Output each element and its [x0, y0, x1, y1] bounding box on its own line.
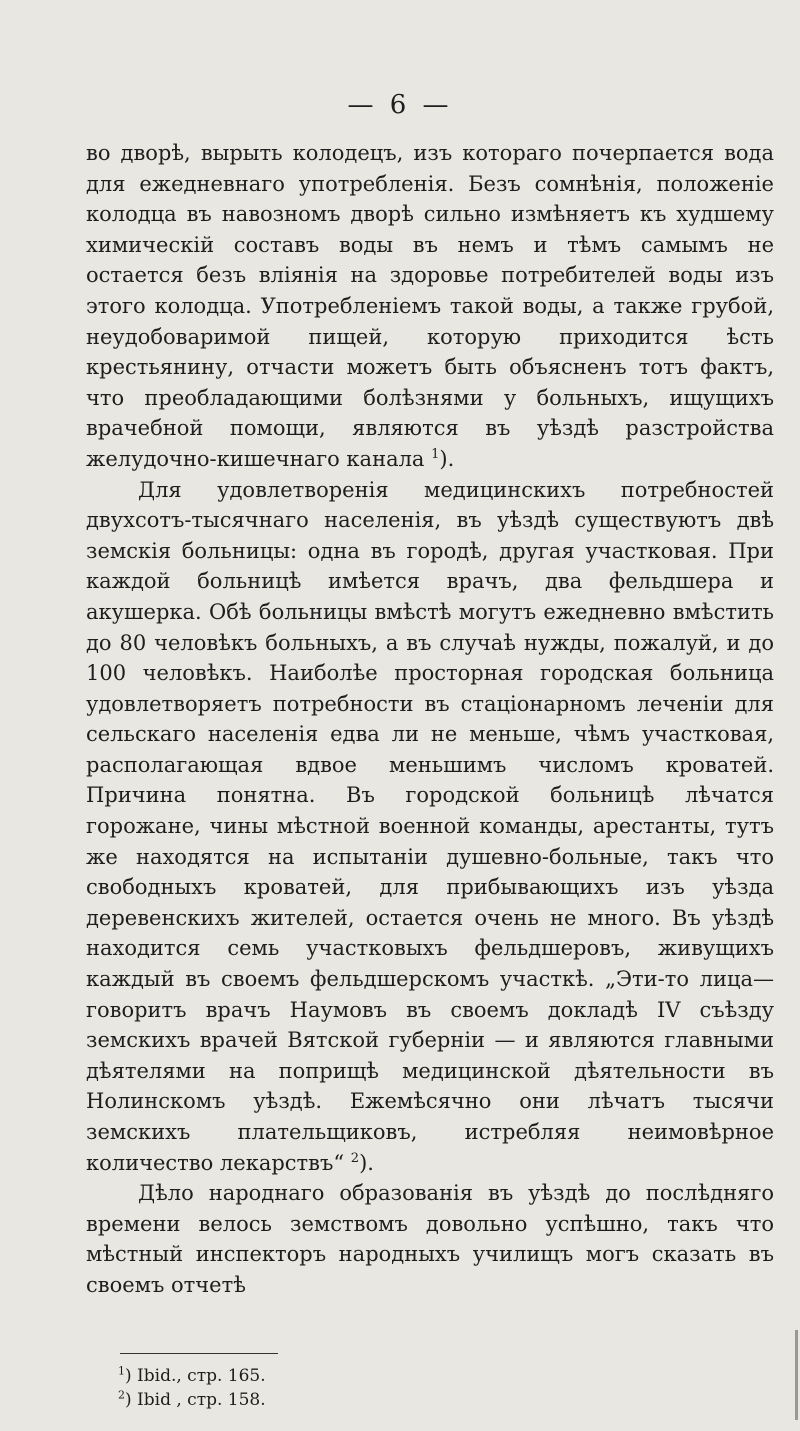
- paragraph-tail: .: [447, 446, 455, 471]
- footnote-mark: 2: [118, 1388, 125, 1402]
- footnote-text: Ibid , стр. 158.: [137, 1390, 266, 1410]
- page-edge-shadow: [795, 1330, 798, 1420]
- body-text: [86, 138, 774, 1301]
- page-number: — 6 —: [347, 90, 453, 120]
- paragraph: во дворѣ, вырыть колодецъ, изъ котораго почерпается вода для ежедневнаго употребленія. Безъ сомнѣнія, положеніе колодца въ навозномъ дворѣ сильно измѣняетъ къ худшему химическій составъ воды въ немъ и тѣмъ самымъ не остается безъ вліянія на здоровье потребителей воды изъ этого колодца. Употребленіемъ такой воды, а также грубой, неудобоваримой пищей, которую приходится ѣсть крестьянину, отчасти можетъ быть объясненъ тотъ фактъ, что преобладающими болѣзнями у больныхъ, ищущихъ врачебной помощи, являются въ уѣздѣ разстройства желудочно-кишечнаго канала $^1$).: [86, 141, 774, 471]
- footnote-ref: 1: [431, 446, 440, 462]
- paragraph: Для удовлетворенія медицинскихъ потребностей двухсотъ-тысячнаго населенія, въ уѣздѣ существуютъ двѣ земскія больницы: одна въ городѣ, другая участковая. При каждой больницѣ имѣется врачъ, два фельдшера и акушерка. Обѣ больницы вмѣстѣ могутъ ежедневно вмѣстить до 80 человѣкъ больныхъ, а въ случаѣ нужды, пожалуй, и до 100 человѣкъ. Наиболѣе просторная городская больница удовлетворяетъ потребности въ стаціонарномъ леченіи для сельскаго населенія едва ли не меньше, чѣмъ участковая, располагающая вдвое меньшимъ числомъ кроватей. Причина понятна. Въ городской больницѣ лѣчатся горожане, чины мѣстной военной команды, арестанты, тутъ же находятся на испытаніи душевно-больные, такъ что свободныхъ кроватей, для прибывающихъ изъ уѣзда деревенскихъ жителей, остается очень не много. Въ уѣздѣ находится семь участковыхъ фельдшеровъ, живущихъ каждый въ своемъ фельдшерскомъ участкѣ. „Эти-то лица—говоритъ врачъ Наумовъ въ своемъ докладѣ IV съѣзду земскихъ врачей Вятской губерніи — и являются главными дѣятелями на поприщѣ медицинской дѣятельности въ Нолинскомъ уѣздѣ. Ежемѣсячно они лѣчатъ тысячи земскихъ плательщиковъ, истребляя неимовѣрное количество лекарствъ“ $^2$).: [86, 477, 774, 1175]
- footnote-ref: 2: [350, 1150, 360, 1166]
- footnote: $^1$) Ibid., стр. 165.: [118, 1364, 266, 1386]
- paragraph-text: Для удовлетворенія медицинскихъ потребностей двухсотъ-тысячнаго населенія, въ уѣздѣ существуютъ двѣ земскія больницы: одна въ городѣ, другая участковая. При каждой больницѣ имѣется врачъ, два фельдшера и акушерка. Обѣ больницы вмѣстѣ могутъ ежедневно вмѣстить до 80 человѣкъ больныхъ, а въ случаѣ нужды, пожалуй, и до 100 человѣкъ. Наиболѣе просторная городская больница удовлетворяетъ потребности въ стаціонарномъ леченіи для сельскаго населенія едва ли не меньше, чѣмъ участковая, располагающая вдвое меньшимъ числомъ кроватей. Причина понятна. Въ городской больницѣ лѣчатся горожане, чины мѣстной военной команды, арестанты, тутъ же находятся на испытаніи душевно-больные, такъ что свободныхъ кроватей, для прибывающихъ изъ уѣзда деревенскихъ жителей, остается очень не много. Въ уѣздѣ находится семь участковыхъ фельдшеровъ, живущихъ каждый въ своемъ фельдшерскомъ участкѣ. „Эти-то лица—говоритъ врачъ Наумовъ въ своемъ докладѣ IV съѣзду земскихъ врачей Вятской губерніи — и являются главными дѣятелями на поприщѣ медицинской дѣятельности въ Нолинскомъ уѣздѣ. Ежемѣсячно они лѣчатъ тысячи земскихъ плательщиковъ, истребляя неимовѣрное количество лекарствъ“: [86, 477, 774, 1175]
- paragraph-tail: .: [367, 1150, 374, 1175]
- footnote: $^2$) Ibid , стр. 158.: [118, 1388, 266, 1410]
- paragraph-text: во дворѣ, вырыть колодецъ, изъ котораго почерпается вода для ежедневнаго употребленія. Безъ сомнѣнія, положеніе колодца въ навозномъ дворѣ сильно измѣняетъ къ худшему химическій составъ воды въ немъ и тѣмъ самымъ не остается безъ вліянія на здоровье потребителей воды изъ этого колодца. Употребленіемъ такой воды, а также грубой, неудобоваримой пищей, которую приходится ѣсть крестьянину, отчасти можетъ быть объясненъ тотъ фактъ, что преобладающими болѣзнями у больныхъ, ищущихъ врачебной помощи, являются въ уѣздѣ разстройства желудочно-кишечнаго канала: [86, 141, 774, 471]
- footnote-text: Ibid., стр. 165.: [137, 1366, 266, 1386]
- footnote-mark: 1: [118, 1364, 125, 1378]
- footnotes: [118, 1364, 518, 1412]
- paragraph-text: Дѣло народнаго образованія въ уѣздѣ до послѣдняго времени велось земствомъ довольно успѣшно, такъ что мѣстный инспекторъ народныхъ училищъ могъ сказать въ своемъ отчетѣ: [86, 1181, 774, 1297]
- footnote-separator: [120, 1353, 278, 1354]
- paragraph: [86, 1178, 774, 1300]
